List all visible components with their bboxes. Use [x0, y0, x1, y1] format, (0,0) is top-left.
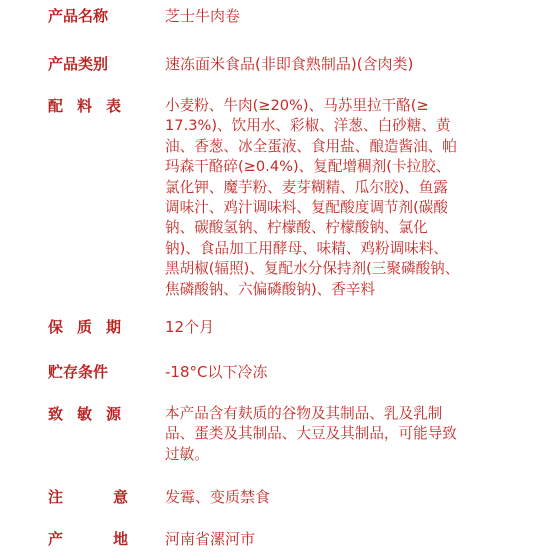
ingredients-value: [165, 96, 535, 300]
shelf-life-label: [48, 317, 136, 337]
notice-label-char: 意: [112, 488, 128, 506]
ingredients-label-text: 配料表: [48, 97, 136, 115]
product-name-value: 芝士牛肉卷: [165, 7, 241, 25]
ingredients-line: 焦磷酸钠、六偏磷酸钠)、香辛料: [165, 280, 376, 298]
allergens-line: 过敏。: [165, 445, 209, 463]
allergens-line: 品、蛋类及其制品、大豆及其制品，可能导致: [165, 425, 457, 443]
storage-value: -18°C以下冷冻: [165, 363, 268, 381]
origin-label: [48, 529, 128, 549]
ingredients-label: [48, 96, 136, 116]
ingredients-line: 17.3%)、饮用水、彩椒、洋葱、白砂糖、黄: [165, 117, 451, 135]
allergens-label-text: 致敏源: [48, 405, 136, 423]
notice-value: 发霉、变质禁食: [165, 488, 271, 506]
ingredients-line: 黑胡椒(辐照)、复配水分保持剂(三聚磷酸钠、: [165, 260, 460, 278]
shelf-life-value: 12个月: [165, 318, 215, 336]
allergens-label: [48, 404, 136, 424]
allergens-line: 本产品含有麸质的谷物及其制品、乳及乳制: [165, 405, 443, 422]
product-category-label: 产品类别: [48, 55, 109, 73]
product-category-value: 速冻面米食品(非即食熟制品)(含肉类): [165, 55, 414, 73]
storage-label: 贮存条件: [48, 363, 109, 381]
origin-label-char: 产: [48, 530, 64, 548]
product-name-label: 产品名称: [48, 7, 109, 25]
ingredients-line: 氯化钾、魔芋粉、麦芽糊精、瓜尔胶)、鱼露: [165, 178, 448, 196]
ingredients-line: 小麦粉、牛肉(≥20%)、马苏里拉干酪(≥: [165, 97, 429, 114]
ingredients-line: 调味汁、鸡汁调味料、复配酸度调节剂(碳酸: [165, 198, 448, 216]
ingredients-line: 玛森干酪碎(≥0.4%)、复配增稠剂(卡拉胶、: [165, 158, 451, 176]
notice-label: [48, 487, 128, 507]
allergens-value: [165, 404, 535, 465]
origin-label-char: 地: [112, 530, 128, 548]
notice-label-char: 注: [48, 488, 64, 506]
origin-value: 河南省漯河市: [165, 530, 256, 548]
ingredients-line: 钠、碳酸氢钠、柠檬酸、柠檬酸钠、氯化: [165, 219, 428, 237]
shelf-life-label-text: 保质期: [48, 318, 136, 336]
ingredients-line: 钠)、食品加工用酵母、味精、鸡粉调味料、: [165, 239, 448, 257]
ingredients-line: 油、香葱、冰全蛋液、食用盐、酿造酱油、帕: [165, 137, 457, 155]
